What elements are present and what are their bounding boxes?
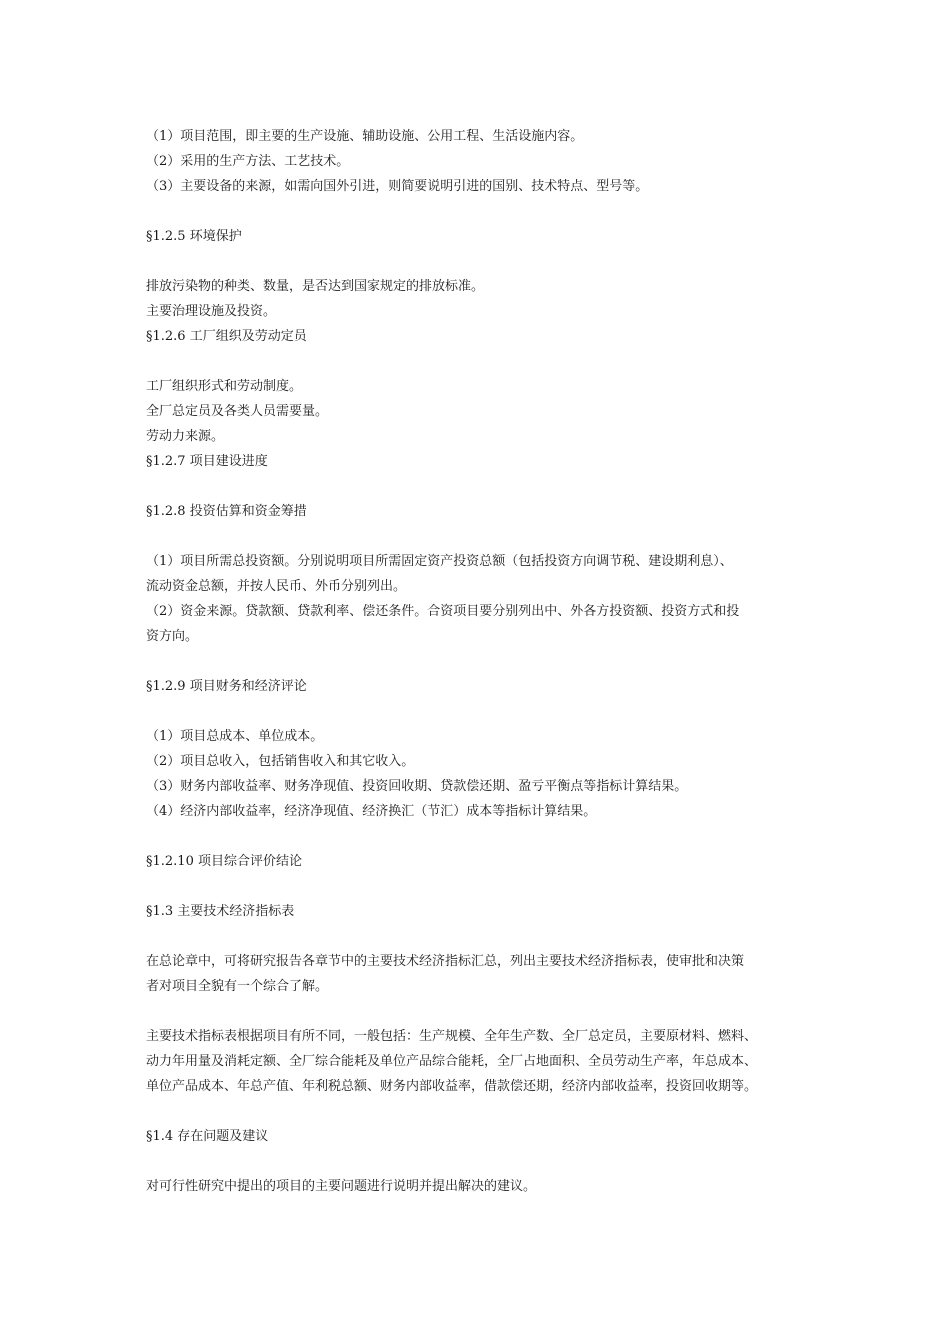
paragraph-line: 主要治理设施及投资。 — [146, 304, 277, 319]
section-heading-1-2-7: §1.2.7 项目建设进度 — [146, 454, 268, 469]
list-item: （1）项目范围，即主要的生产设施、辅助设施、公用工程、生活设施内容。 — [146, 129, 584, 144]
spacer — [146, 199, 814, 224]
spacer — [146, 474, 814, 499]
spacer — [146, 1099, 814, 1124]
paragraph-line: 全厂总定员及各类人员需要量。 — [146, 404, 329, 419]
paragraph-line: 对可行性研究中提出的项目的主要问题进行说明并提出解决的建议。 — [146, 1179, 537, 1194]
section-heading-1-3: §1.3 主要技术经济指标表 — [146, 904, 295, 919]
section-heading-1-2-10: §1.2.10 项目综合评价结论 — [146, 854, 302, 869]
paragraph-line: 流动资金总额，并按人民币、外币分别列出。 — [146, 579, 407, 594]
list-item: （4）经济内部收益率，经济净现值、经济换汇（节汇）成本等指标计算结果。 — [146, 804, 597, 819]
spacer — [146, 524, 814, 549]
section-heading-1-4: §1.4 存在问题及建议 — [146, 1129, 269, 1144]
spacer — [146, 824, 814, 849]
list-item: （3）主要设备的来源，如需向国外引进，则简要说明引进的国别、技术特点、型号等。 — [146, 179, 649, 194]
paragraph-line: 劳动力来源。 — [146, 429, 225, 444]
spacer — [146, 699, 814, 724]
list-item: （3）财务内部收益率、财务净现值、投资回收期、贷款偿还期、盈亏平衡点等指标计算结果。 — [146, 779, 688, 794]
paragraph-line: 者对项目全貌有一个综合了解。 — [146, 979, 329, 994]
section-heading-1-2-8: §1.2.8 投资估算和资金筹措 — [146, 504, 307, 519]
paragraph-line: 工厂组织形式和劳动制度。 — [146, 379, 303, 394]
paragraph-line: （1）项目所需总投资额。分别说明项目所需固定资产投资总额（包括投资方向调节税、建设期利息）、 — [146, 554, 733, 569]
spacer — [146, 649, 814, 674]
paragraph-line: （2）资金来源。贷款额、贷款利率、偿还条件。合资项目要分别列出中、外各方投资额、投资方式和投 — [146, 604, 740, 619]
paragraph-line: 动力年用量及消耗定额、全厂综合能耗及单位产品综合能耗，全厂占地面积、全员劳动生产率，年总成本、 — [146, 1054, 758, 1069]
spacer — [146, 874, 814, 899]
spacer — [146, 924, 814, 949]
paragraph-line: 在总论章中，可将研究报告各章节中的主要技术经济指标汇总，列出主要技术经济指标表，使审批和决策 — [146, 954, 745, 969]
section-heading-1-2-5: §1.2.5 环境保护 — [146, 229, 242, 244]
spacer — [146, 1149, 814, 1174]
section-heading-1-2-6: §1.2.6 工厂组织及劳动定员 — [146, 329, 307, 344]
paragraph-line: 排放污染物的种类、数量，是否达到国家规定的排放标准。 — [146, 279, 485, 294]
list-item: （1）项目总成本、单位成本。 — [146, 729, 324, 744]
spacer — [146, 999, 814, 1024]
document-body — [146, 124, 814, 1199]
paragraph-line: 资方向。 — [146, 629, 199, 644]
section-heading-1-2-9: §1.2.9 项目财务和经济评论 — [146, 679, 307, 694]
paragraph-line: 主要技术指标表根据项目有所不同，一般包括：生产规模、全年生产数、全厂总定员，主要原材料、燃料、 — [146, 1029, 758, 1044]
paragraph-line: 单位产品成本、年总产值、年利税总额、财务内部收益率，借款偿还期，经济内部收益率，投资回收期等。 — [146, 1079, 758, 1094]
list-item: （2）采用的生产方法、工艺技术。 — [146, 154, 350, 169]
spacer — [146, 249, 814, 274]
spacer — [146, 349, 814, 374]
list-item: （2）项目总收入，包括销售收入和其它收入。 — [146, 754, 415, 769]
